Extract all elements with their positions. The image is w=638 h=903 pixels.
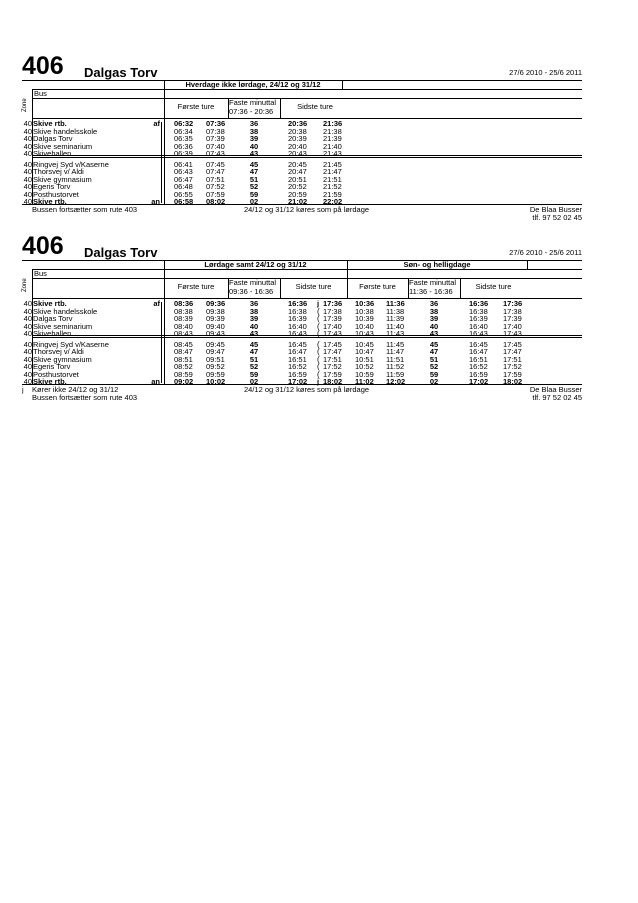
operator-name: De Blaa Busser: [529, 205, 582, 214]
last-trip-time: 17:59: [323, 369, 342, 379]
sun-first-trip-time: 11:36: [386, 299, 405, 308]
first-trip-time: 07:51: [206, 174, 225, 184]
first-trip-time: 07:40: [206, 141, 225, 151]
last-trip-time: 21:02: [288, 197, 308, 206]
sun-fixed-minute: 39: [429, 314, 439, 323]
sun-first-trip-time: 11:59: [386, 369, 405, 379]
last-trip-time: 21:38: [323, 126, 342, 136]
timetable-weekdays: [22, 52, 582, 222]
fixed-minute: 51: [249, 174, 259, 184]
route-number: 406: [22, 232, 64, 260]
stop-name: Posthustorvet: [33, 369, 79, 379]
first-trip-time: 07:36: [206, 119, 226, 128]
sun-fixed-minute: 52: [429, 362, 439, 371]
stop-name: Skive rtb.: [33, 299, 67, 308]
footnote-marker-j: j: [317, 377, 320, 386]
first-trip-time: 09:45: [206, 339, 225, 349]
col-last-trips: Sidste ture: [295, 282, 332, 291]
last-trip-time: 21:52: [323, 182, 342, 191]
sun-last-trip-time: 17:52: [503, 362, 522, 371]
stop-zone: 40: [23, 329, 32, 338]
stop-zone: 40: [23, 362, 32, 371]
last-trip-time: 17:52: [323, 362, 342, 371]
sun-first-trip-time: 10:51: [355, 354, 374, 364]
fixed-minute: 40: [249, 141, 259, 151]
sun-last-trip-time: 16:43: [469, 329, 488, 338]
sun-first-trip-time: 11:39: [386, 314, 405, 323]
timetable-header: [22, 232, 582, 262]
last-trip-time: 16:59: [288, 369, 307, 379]
last-trip-time: 17:43: [323, 329, 342, 338]
stop-name: Skive gymnasium: [33, 354, 92, 364]
first-trip-time: 09:51: [206, 354, 225, 364]
col-sun-fixed-minutes: Faste minuttal: [409, 278, 457, 287]
mode-label: Bus: [34, 269, 47, 278]
col-fixed-range: 07:36 - 20:36: [229, 107, 274, 116]
last-trip-time: 20:51: [288, 174, 307, 184]
last-trip-time: 21:51: [323, 174, 342, 184]
last-trip-time: 21:36: [323, 119, 343, 128]
stop-zone: 40: [23, 354, 32, 364]
fixed-minute: 45: [249, 159, 259, 169]
stop-name: Skive handelsskole: [33, 126, 98, 136]
col-fixed-range: 09:36 - 16:36: [229, 287, 274, 296]
sun-fixed-minute: 59: [429, 369, 439, 379]
stop-zone: 40: [23, 149, 32, 158]
stop-name: Skive rtb.: [33, 197, 67, 206]
sun-last-trip-time: 16:52: [469, 362, 488, 371]
footnote-continues: Bussen fortsætter som rute 403: [32, 393, 138, 402]
last-trip-time: 21:39: [323, 134, 342, 143]
zone-label: Zone: [22, 278, 28, 292]
fixed-minute: 39: [249, 314, 259, 323]
last-trip-time: 17:02: [288, 377, 308, 386]
last-trip-time: 21:47: [323, 167, 342, 176]
fixed-minute: 36: [249, 299, 259, 308]
stop-bracket-line: [161, 122, 162, 203]
stop-name: Thorsvej v/ Aldi: [33, 347, 84, 356]
stop-arr-dep-mark: an: [151, 197, 160, 206]
operator-phone: tlf. 97 52 02 45: [532, 393, 582, 402]
sun-first-trip-time: 10:47: [355, 347, 374, 356]
stop-zone: 40: [23, 347, 32, 356]
last-trip-time: 20:59: [288, 189, 307, 199]
timetable-weekends: [22, 232, 582, 410]
sun-last-trip-time: 17:38: [503, 306, 522, 316]
fixed-minute: 40: [249, 321, 259, 331]
fixed-minute: 38: [249, 306, 259, 316]
stop-arr-dep-mark: af: [153, 299, 160, 308]
first-trip-time: 09:59: [206, 369, 225, 379]
first-trip-time: 08:52: [174, 362, 193, 371]
stop-name: Egeris Torv: [33, 182, 71, 191]
first-trip-time: 08:59: [174, 369, 193, 379]
sun-last-trip-time: 17:43: [503, 329, 522, 338]
sun-last-trip-time: 17:59: [503, 369, 522, 379]
sun-fixed-minute: 02: [429, 377, 439, 386]
stop-zone: 40: [23, 167, 32, 176]
stop-zone: 40: [23, 197, 32, 206]
fixed-minute: 51: [249, 354, 259, 364]
first-trip-time: 07:52: [206, 182, 225, 191]
fixed-minute: 43: [249, 149, 259, 158]
col-sun-last-trips: Sidste ture: [475, 282, 512, 291]
bracket-glyph: (: [317, 329, 320, 338]
fixed-minute: 47: [249, 347, 259, 356]
sun-first-trip-time: 10:40: [355, 321, 374, 331]
last-trip-time: 17:40: [323, 321, 342, 331]
sun-last-trip-time: 16:45: [469, 339, 488, 349]
last-trip-time: 17:51: [323, 354, 342, 364]
stop-name: Skivehallen: [33, 149, 72, 158]
fixed-minute: 47: [249, 167, 259, 176]
first-trip-time: 08:51: [174, 354, 193, 364]
mode-label: Bus: [34, 89, 47, 98]
first-trip-time: 08:39: [174, 314, 193, 323]
last-trip-time: 16:39: [288, 314, 307, 323]
fixed-minute: 59: [249, 369, 259, 379]
col-sun-fixed-range: 11:36 - 16:36: [409, 287, 453, 296]
last-trip-time: 20:43: [288, 149, 307, 158]
timetable-header: [22, 52, 582, 82]
last-trip-time: 16:45: [288, 339, 307, 349]
sun-first-trip-time: 10:38: [355, 306, 374, 316]
fixed-minute: 39: [249, 134, 259, 143]
first-trip-time: 09:39: [206, 314, 225, 323]
bracket-glyph: (: [317, 362, 320, 371]
day-header: Hverdage ikke lørdage, 24/12 og 31/12: [185, 80, 321, 89]
validity-period: 27/6 2010 - 25/6 2011: [509, 248, 582, 257]
stop-zone: 40: [23, 174, 32, 184]
first-trip-time: 09:38: [206, 306, 225, 316]
first-trip-time: 09:40: [206, 321, 225, 331]
first-trip-time: 06:55: [174, 189, 193, 199]
sun-last-trip-time: 17:47: [503, 347, 522, 356]
sun-last-trip-time: 17:36: [503, 299, 523, 308]
sun-last-trip-time: 17:40: [503, 321, 522, 331]
stop-name: Dalgas Torv: [33, 134, 73, 143]
stop-name: Posthustorvet: [33, 189, 79, 199]
fixed-minute: 38: [249, 126, 259, 136]
sun-last-trip-time: 16:39: [469, 314, 488, 323]
last-trip-time: 20:40: [288, 141, 307, 151]
first-trip-time: 08:38: [174, 306, 193, 316]
first-trip-time: 10:02: [206, 377, 226, 386]
last-trip-time: 18:02: [323, 377, 343, 386]
first-trip-time: 08:36: [174, 299, 194, 308]
sun-last-trip-time: 16:51: [469, 354, 488, 364]
stop-zone: 40: [23, 182, 32, 191]
operator-phone: tlf. 97 52 02 45: [532, 213, 582, 222]
sun-first-trip-time: 11:45: [386, 339, 405, 349]
sun-first-trip-time: 10:39: [355, 314, 374, 323]
col-first-trips: Første ture: [177, 282, 215, 291]
last-trip-time: 20:38: [288, 126, 307, 136]
first-trip-time: 08:02: [206, 197, 226, 206]
destination-title: Dalgas Torv: [84, 245, 158, 260]
fixed-minute: 59: [249, 189, 259, 199]
first-trip-time: 08:47: [174, 347, 193, 356]
sun-first-trip-time: 11:47: [386, 347, 405, 356]
sun-last-trip-time: 17:02: [469, 377, 489, 386]
first-trip-time: 09:52: [206, 362, 225, 371]
sun-last-trip-time: 16:47: [469, 347, 488, 356]
last-trip-time: 16:36: [288, 299, 308, 308]
sun-fixed-minute: 36: [429, 299, 439, 308]
last-trip-time: 20:47: [288, 167, 307, 176]
zone-label: Zone: [22, 98, 28, 112]
first-trip-time: 08:43: [174, 329, 193, 338]
sun-first-trip-time: 10:59: [355, 369, 374, 379]
sun-first-trip-time: 12:02: [386, 377, 406, 386]
stop-name: Ringvej Syd v/Kaserne: [33, 159, 109, 169]
stop-zone: 40: [23, 321, 32, 331]
stop-bracket-line: [161, 302, 162, 383]
sun-last-trip-time: 17:51: [503, 354, 522, 364]
footnote-not-running: Kører ikke 24/12 og 31/12: [32, 385, 119, 394]
sun-first-trip-time: 11:40: [386, 321, 405, 331]
last-trip-time: 16:52: [288, 362, 307, 371]
last-trip-time: 20:45: [288, 159, 307, 169]
first-trip-time: 09:43: [206, 329, 225, 338]
sun-first-trip-time: 10:43: [355, 329, 374, 338]
first-trip-time: 06:36: [174, 141, 193, 151]
stop-arr-dep-mark: af: [153, 119, 160, 128]
stop-name: Skive rtb.: [33, 119, 67, 128]
sun-fixed-minute: 43: [429, 329, 439, 338]
stop-zone: 40: [23, 134, 32, 143]
last-trip-time: 16:47: [288, 347, 307, 356]
first-trip-time: 06:32: [174, 119, 194, 128]
last-trip-time: 16:40: [288, 321, 307, 331]
sun-fixed-minute: 45: [429, 339, 439, 349]
stop-name: Skive seminarium: [33, 141, 93, 151]
sun-fixed-minute: 51: [429, 354, 439, 364]
first-trip-time: 06:35: [174, 134, 193, 143]
last-trip-time: 21:43: [323, 149, 342, 158]
first-trip-time: 07:59: [206, 189, 225, 199]
bracket-glyph: (: [317, 354, 320, 364]
stop-zone: 40: [23, 314, 32, 323]
first-trip-time: 06:58: [174, 197, 194, 206]
stop-zone: 40: [23, 369, 32, 379]
last-trip-time: 20:52: [288, 182, 307, 191]
stop-zone: 40: [23, 339, 32, 349]
bracket-glyph: (: [317, 347, 320, 356]
sun-fixed-minute: 47: [429, 347, 439, 356]
bracket-glyph: (: [317, 321, 320, 331]
stop-name: Skive seminarium: [33, 321, 93, 331]
bracket-glyph: (: [317, 339, 320, 349]
stop-name: Thorsvej v/ Aldi: [33, 167, 84, 176]
last-trip-time: 22:02: [323, 197, 343, 206]
last-trip-time: 16:43: [288, 329, 307, 338]
sun-last-trip-time: 16:59: [469, 369, 488, 379]
stop-zone: 40: [23, 306, 32, 316]
sun-first-trip-time: 10:36: [355, 299, 375, 308]
stop-name: Dalgas Torv: [33, 314, 73, 323]
last-trip-time: 21:59: [323, 189, 342, 199]
last-trip-time: 21:45: [323, 159, 342, 169]
stop-name: Skive handelsskole: [33, 306, 98, 316]
last-trip-time: 20:39: [288, 134, 307, 143]
bracket-glyph: (: [317, 314, 320, 323]
fixed-minute: 52: [249, 362, 259, 371]
first-trip-time: 07:45: [206, 159, 225, 169]
first-trip-time: 07:47: [206, 167, 225, 176]
first-trip-time: 06:39: [174, 149, 193, 158]
sun-last-trip-time: 16:36: [469, 299, 489, 308]
fixed-minute: 43: [249, 329, 259, 338]
stop-zone: 40: [23, 159, 32, 169]
last-trip-time: 16:51: [288, 354, 307, 364]
last-trip-time: 20:36: [288, 119, 308, 128]
last-trip-time: 17:45: [323, 339, 342, 349]
footnote-continues: Bussen fortsætter som rute 403: [32, 205, 138, 214]
stop-zone: 40: [23, 141, 32, 151]
footnote-symbol-j: j: [22, 385, 24, 394]
last-trip-time: 17:38: [323, 306, 342, 316]
stop-zone: 40: [23, 377, 32, 386]
stop-name: Skivehallen: [33, 329, 72, 338]
first-trip-time: 07:39: [206, 134, 225, 143]
sun-fixed-minute: 38: [429, 306, 439, 316]
validity-period: 27/6 2010 - 25/6 2011: [509, 68, 582, 77]
sun-last-trip-time: 17:45: [503, 339, 522, 349]
first-trip-time: 09:47: [206, 347, 225, 356]
sun-last-trip-time: 17:39: [503, 314, 522, 323]
first-trip-time: 06:48: [174, 182, 193, 191]
fixed-minute: 02: [249, 197, 259, 206]
stop-zone: 40: [23, 189, 32, 199]
sun-first-trip-time: 10:45: [355, 339, 374, 349]
stop-zone: 40: [23, 299, 32, 308]
sun-last-trip-time: 18:02: [503, 377, 523, 386]
stop-arr-dep-mark: an: [151, 377, 160, 386]
fixed-minute: 45: [249, 339, 259, 349]
fixed-minute: 36: [249, 119, 259, 128]
first-trip-time: 06:47: [174, 174, 193, 184]
first-trip-time: 07:38: [206, 126, 225, 136]
sun-first-trip-time: 11:38: [386, 306, 405, 316]
col-fixed-minutes: Faste minuttal: [229, 278, 277, 287]
stop-name: Ringvej Syd v/Kaserne: [33, 339, 109, 349]
last-trip-time: 16:38: [288, 306, 307, 316]
footnote-marker-j: j: [317, 299, 320, 308]
operator-name: De Blaa Busser: [529, 385, 582, 394]
sun-last-trip-time: 16:40: [469, 321, 488, 331]
sun-first-trip-time: 11:51: [386, 354, 405, 364]
footnote-holiday: 24/12 og 31/12 køres som på lørdage: [244, 385, 370, 394]
first-trip-time: 09:02: [174, 377, 194, 386]
bracket-glyph: (: [317, 369, 320, 379]
footnote-holiday: 24/12 og 31/12 køres som på lørdage: [244, 205, 370, 214]
first-trip-time: 06:34: [174, 126, 193, 136]
col-last-trips: Sidste ture: [297, 102, 333, 111]
sun-first-trip-time: 11:02: [355, 377, 374, 386]
sun-last-trip-time: 16:38: [469, 306, 488, 316]
sunday-header: Søn- og helligdage: [403, 260, 471, 269]
last-trip-time: 17:47: [323, 347, 342, 356]
stop-zone: 40: [23, 126, 32, 136]
first-trip-time: 06:43: [174, 167, 193, 176]
first-trip-time: 08:40: [174, 321, 193, 331]
col-sun-first-trips: Første ture: [359, 282, 396, 291]
stop-name: Skive gymnasium: [33, 174, 92, 184]
bracket-glyph: (: [317, 306, 320, 316]
destination-title: Dalgas Torv: [84, 65, 158, 80]
first-trip-time: 06:41: [174, 159, 193, 169]
first-trip-time: 07:43: [206, 149, 225, 158]
sun-first-trip-time: 11:52: [386, 362, 405, 371]
fixed-minute: 02: [249, 377, 259, 386]
stop-name: Skive rtb.: [33, 377, 67, 386]
stop-name: Egeris Torv: [33, 362, 71, 371]
sun-fixed-minute: 40: [429, 321, 439, 331]
sun-first-trip-time: 11:43: [386, 329, 405, 338]
first-trip-time: 09:36: [206, 299, 226, 308]
last-trip-time: 17:39: [323, 314, 342, 323]
stop-zone: 40: [23, 119, 32, 128]
first-trip-time: 08:45: [174, 339, 193, 349]
route-number: 406: [22, 52, 64, 80]
col-first-trips: Første ture: [177, 102, 215, 111]
col-fixed-minutes: Faste minuttal: [229, 98, 277, 107]
last-trip-time: 17:36: [323, 299, 343, 308]
fixed-minute: 52: [249, 182, 259, 191]
sun-first-trip-time: 10:52: [355, 362, 374, 371]
last-trip-time: 21:40: [323, 141, 342, 151]
saturday-header: Lørdage samt 24/12 og 31/12: [204, 260, 307, 269]
